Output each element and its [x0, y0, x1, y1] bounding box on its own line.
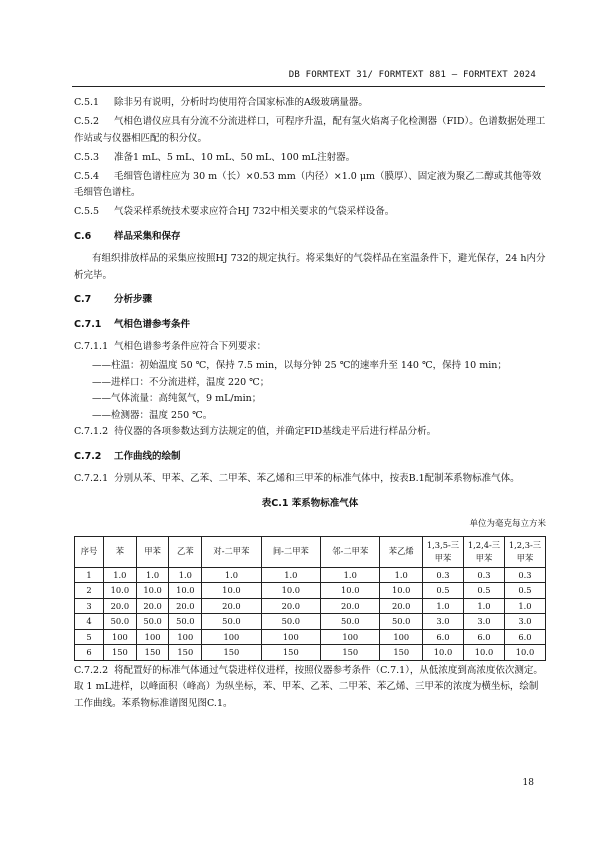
table-cell: 10.0 [261, 583, 320, 599]
table-cell: 150 [380, 645, 423, 661]
header-cell: 对-二甲苯 [202, 536, 261, 567]
table-cell: 50.0 [321, 614, 380, 630]
table-cell: 20.0 [321, 598, 380, 614]
page-number: 18 [522, 778, 534, 788]
section-heading-c7: C.7 分析步骤 [74, 294, 153, 305]
table-cell: 0.5 [464, 583, 505, 599]
table-cell: 10.0 [321, 583, 380, 599]
list-item: ——进样口：不分流进样，温度 220 ℃； [92, 376, 270, 388]
table-cell: 0.3 [464, 567, 505, 583]
table-cell: 100 [136, 629, 169, 645]
c711-item-list [74, 358, 546, 424]
table-cell: 100 [202, 629, 261, 645]
c6-body: 有组织排放样品的采集应按照HJ 732的规定执行。将采集好的气袋样品在室温条件下，避光保存，24 h内分析完毕。 [74, 253, 546, 281]
table-cell: 50.0 [136, 614, 169, 630]
table-cell: 20.0 [380, 598, 423, 614]
table-cell: 150 [136, 645, 169, 661]
table-cell: 1.0 [505, 598, 546, 614]
table-cell: 1.0 [321, 567, 380, 583]
table-cell: 6.0 [505, 629, 546, 645]
clause-c52: C.5.2 气相色谱仪应具有分流不分流进样口，可程序升温，配有氢火焰离子化检测器（FID）。色谱数据处理工作站或与仪器相匹配的积分仪。 [74, 116, 546, 144]
table-row [75, 583, 546, 599]
table-cell: 150 [202, 645, 261, 661]
table-cell: 50.0 [261, 614, 320, 630]
section-heading-c71: C.7.1 气相色谱参考条件 [74, 318, 191, 330]
table-cell: 2 [75, 583, 104, 599]
table-row [75, 567, 546, 583]
table-cell: 1.0 [104, 567, 137, 583]
table-cell: 20.0 [104, 598, 137, 614]
header-cell: 1,2,3-三甲苯 [505, 536, 546, 567]
table-cell: 1.0 [202, 567, 261, 583]
table-row [75, 598, 546, 614]
table-cell: 0.5 [423, 583, 464, 599]
table-cell: 3.0 [505, 614, 546, 630]
list-item: ——柱温：初始温度 50 ℃，保持 7.5 min，以每分钟 25 ℃的速率升至 140 ℃，保持 10 min； [92, 360, 507, 371]
table-cell: 20.0 [202, 598, 261, 614]
table-cell: 100 [169, 629, 202, 645]
table-caption: 表C.1 苯系物标准气体 [261, 497, 359, 509]
table-cell: 10.0 [136, 583, 169, 599]
table-header-row [75, 536, 546, 567]
document-body [74, 95, 546, 715]
section-heading-c6: C.6 样品采集和保存 [74, 230, 181, 242]
table-cell: 20.0 [261, 598, 320, 614]
table-row [75, 614, 546, 630]
header-rule [72, 86, 545, 87]
table-cell: 1 [75, 567, 104, 583]
table-cell: 10.0 [104, 583, 137, 599]
table-row [75, 629, 546, 645]
standard-gas-table [74, 536, 546, 661]
table-cell: 10.0 [202, 583, 261, 599]
list-item: ——气体流量：高纯氮气，9 mL/min； [92, 393, 262, 404]
header-cell: 苯 [104, 536, 137, 567]
table-cell: 10.0 [380, 583, 423, 599]
table-cell: 50.0 [202, 614, 261, 630]
table-cell: 20.0 [136, 598, 169, 614]
table-cell: 0.3 [423, 567, 464, 583]
table-cell: 1.0 [464, 598, 505, 614]
header-cell: 乙苯 [169, 536, 202, 567]
table-cell: 20.0 [169, 598, 202, 614]
table-cell: 1.0 [136, 567, 169, 583]
header-cell: 甲苯 [136, 536, 169, 567]
clause-c721: C.7.2.1 分别从苯、甲苯、乙苯、二甲苯、苯乙烯和三甲苯的标准气体中，按表B.1配制苯系物标准气体。 [74, 473, 520, 484]
table-cell: 10.0 [423, 645, 464, 661]
table-cell: 6 [75, 645, 104, 661]
table-cell: 150 [104, 645, 137, 661]
table-cell: 3 [75, 598, 104, 614]
section-heading-c72: C.7.2 工作曲线的绘制 [74, 450, 181, 462]
table-cell: 50.0 [380, 614, 423, 630]
clause-c51: C.5.1 除非另有说明，分析时均使用符合国家标准的A级玻璃量器。 [74, 97, 368, 108]
table-cell: 1.0 [169, 567, 202, 583]
clause-c54: C.5.4 毛细管色谱柱应为 30 m（长）×0.53 mm（内径）×1.0 μm（膜厚）、固定液为聚乙二醇或其他等效毛细管色谱柱。 [74, 170, 542, 198]
header-cell: 邻-二甲苯 [321, 536, 380, 567]
table-cell: 1.0 [423, 598, 464, 614]
table-cell: 150 [321, 645, 380, 661]
table-cell: 3.0 [423, 614, 464, 630]
clause-c711: C.7.1.1 气相色谱参考条件应符合下列要求： [74, 341, 267, 352]
table-cell: 10.0 [464, 645, 505, 661]
clause-c712: C.7.1.2 待仪器的各项参数达到方法规定的值，并确定FID基线走平后进行样品分析。 [74, 426, 437, 437]
page-header: DB FORMTEXT 31/ FORMTEXT 881 — FORMTEXT 2024 [288, 70, 536, 80]
list-item: ——检测器：温度 250 ℃。 [92, 409, 213, 421]
table-cell: 150 [261, 645, 320, 661]
table-cell: 50.0 [104, 614, 137, 630]
table-cell: 100 [321, 629, 380, 645]
table-cell: 3.0 [464, 614, 505, 630]
header-cell: 苯乙烯 [380, 536, 423, 567]
header-cell: 序号 [75, 536, 104, 567]
table-cell: 0.5 [505, 583, 546, 599]
clause-c55: C.5.5 气袋采样系统技术要求应符合HJ 732中相关要求的气袋采样设备。 [74, 206, 395, 217]
table-cell: 100 [104, 629, 137, 645]
table-cell: 5 [75, 629, 104, 645]
table-cell: 4 [75, 614, 104, 630]
header-cell: 1,2,4-三甲苯 [464, 536, 505, 567]
table-cell: 100 [380, 629, 423, 645]
table-cell: 50.0 [169, 614, 202, 630]
table-cell: 6.0 [464, 629, 505, 645]
header-cell: 间-二甲苯 [261, 536, 320, 567]
table-cell: 10.0 [169, 583, 202, 599]
header-cell: 1,3,5-三甲苯 [423, 536, 464, 567]
table-cell: 0.3 [505, 567, 546, 583]
table-cell: 10.0 [505, 645, 546, 661]
table-cell: 150 [169, 645, 202, 661]
table-row [75, 645, 546, 661]
table-cell: 6.0 [423, 629, 464, 645]
table-cell: 1.0 [261, 567, 320, 583]
clause-c53: C.5.3 准备1 mL、5 mL、10 mL、50 mL、100 mL注射器。 [74, 151, 356, 163]
clause-c722: C.7.2.2 将配置好的标准气体通过气袋进样仪进样，按照仪器参考条件（C.7.1），从低浓度到高浓度依次测定。取 1 mL进样，以峰面积（峰高）为纵坐标，苯、甲苯、乙苯、二甲苯、苯乙烯、三甲苯的浓度为横坐标，绘制工作曲线。苯系物标准谱图见图C.1。 [74, 664, 543, 709]
table-cell: 100 [261, 629, 320, 645]
table-cell: 1.0 [380, 567, 423, 583]
table-unit: 单位为毫克每立方米 [469, 519, 546, 529]
